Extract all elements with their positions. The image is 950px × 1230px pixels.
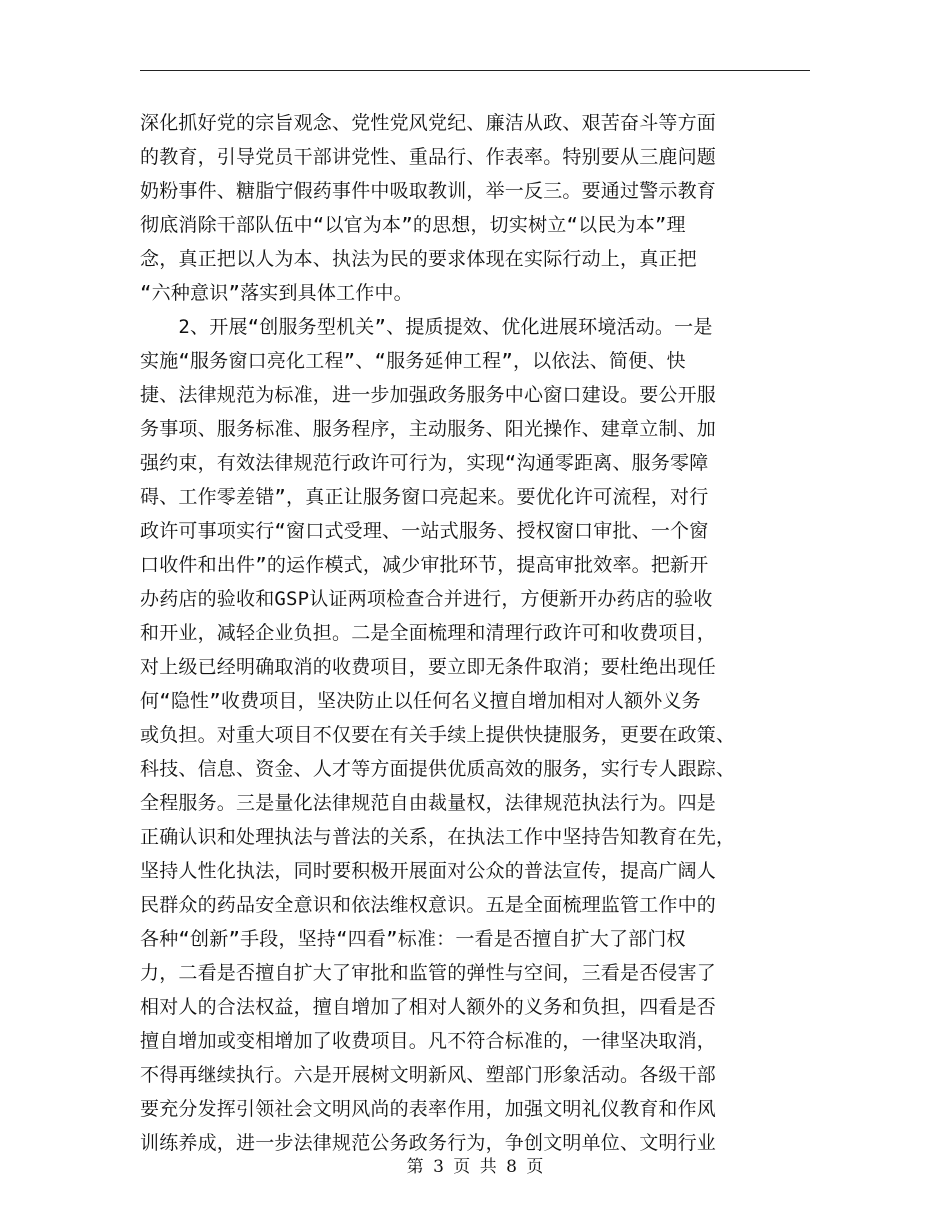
text-line: 要充分发挥引领社会文明风尚的表率作用，加强文明礼仪教育和作风 [140, 1098, 717, 1120]
text-line: 正确认识和处理执法与普法的关系，在执法工作中坚持告知教育在先， [140, 826, 736, 848]
text-line: 对上级已经明确取消的收费项目，要立即无条件取消；要杜绝出现任 [140, 656, 717, 678]
text-line: 念，真正把以人为本、执法为民的要求体现在实际行动上，真正把 [140, 248, 697, 270]
body-text [140, 106, 820, 1160]
text-line: 和开业，减轻企业负担。二是全面梳理和清理行政许可和收费项目， [140, 622, 717, 644]
text-line: 2、开展“创服务型机关”、提质提效、优化进展环境活动。一是 [140, 316, 713, 338]
page-footer: 第 3 页 共 8 页 [406, 1157, 544, 1177]
text-line: 奶粉事件、糖脂宁假药事件中吸取教训，举一反三。要通过警示教育 [140, 180, 717, 202]
text-line: 坚持人性化执法，同时要积极开展面对公众的普法宣传，提高广阔人 [140, 860, 717, 882]
text-line: 强约束，有效法律规范行政许可行为，实现“沟通零距离、服务零障 [140, 452, 709, 474]
text-line: 民群众的药品安全意识和依法维权意识。五是全面梳理监管工作中的 [140, 894, 717, 916]
text-line: 办药店的验收和GSP认证两项检查合并进行，方便新开办药店的验收 [140, 588, 713, 610]
text-line: “六种意识”落实到具体工作中。 [140, 282, 413, 304]
text-line: 全程服务。三是量化法律规范自由裁量权，法律规范执法行为。四是 [140, 792, 717, 814]
header-rule [140, 70, 810, 71]
text-line: 碍、工作零差错”，真正让服务窗口亮起来。要优化许可流程，对行 [140, 486, 709, 508]
text-line: 不得再继续执行。六是开展树文明新风、塑部门形象活动。各级干部 [140, 1064, 717, 1086]
text-line: 务事项、服务标准、服务程序，主动服务、阳光操作、建章立制、加 [140, 418, 717, 440]
text-line: 政许可事项实行“窗口式受理、一站式服务、授权窗口审批、一个窗 [140, 520, 709, 542]
text-line: 的教育，引导党员干部讲党性、重品行、作表率。特别要从三鹿问题 [140, 146, 717, 168]
text-line: 深化抓好党的宗旨观念、党性党风党纪、廉洁从政、艰苦奋斗等方面 [140, 112, 717, 134]
text-line: 彻底消除干部队伍中“以官为本”的思想，切实树立“以民为本”理 [140, 214, 686, 236]
text-line: 擅自增加或变相增加了收费项目。凡不符合标准的，一律坚决取消， [140, 1030, 717, 1052]
text-line: 训练养成，进一步法律规范公务政务行为，争创文明单位、文明行业 [140, 1132, 717, 1154]
text-line: 科技、信息、资金、人才等方面提供优质高效的服务，实行专人跟踪、 [140, 758, 736, 780]
text-line: 捷、法律规范为标准，进一步加强政务服务中心窗口建设。要公开服 [140, 384, 717, 406]
text-line: 实施“服务窗口亮化工程”、“服务延伸工程”，以依法、简便、快 [140, 350, 686, 372]
text-line: 口收件和出件”的运作模式，减少审批环节，提高审批效率。把新开 [140, 554, 709, 576]
text-line: 相对人的合法权益，擅自增加了相对人额外的义务和负担，四看是否 [140, 996, 717, 1018]
text-line: 或负担。对重大项目不仅要在有关手续上提供快捷服务，更要在政策、 [140, 724, 736, 746]
text-line: 各种“创新”手段，坚持“四看”标准：一看是否擅自扩大了部门权 [140, 928, 686, 950]
text-line: 何“隐性”收费项目，坚决防止以任何名义擅自增加相对人额外义务 [140, 690, 701, 712]
text-line: 力，二看是否擅自扩大了审批和监管的弹性与空间，三看是否侵害了 [140, 962, 717, 984]
